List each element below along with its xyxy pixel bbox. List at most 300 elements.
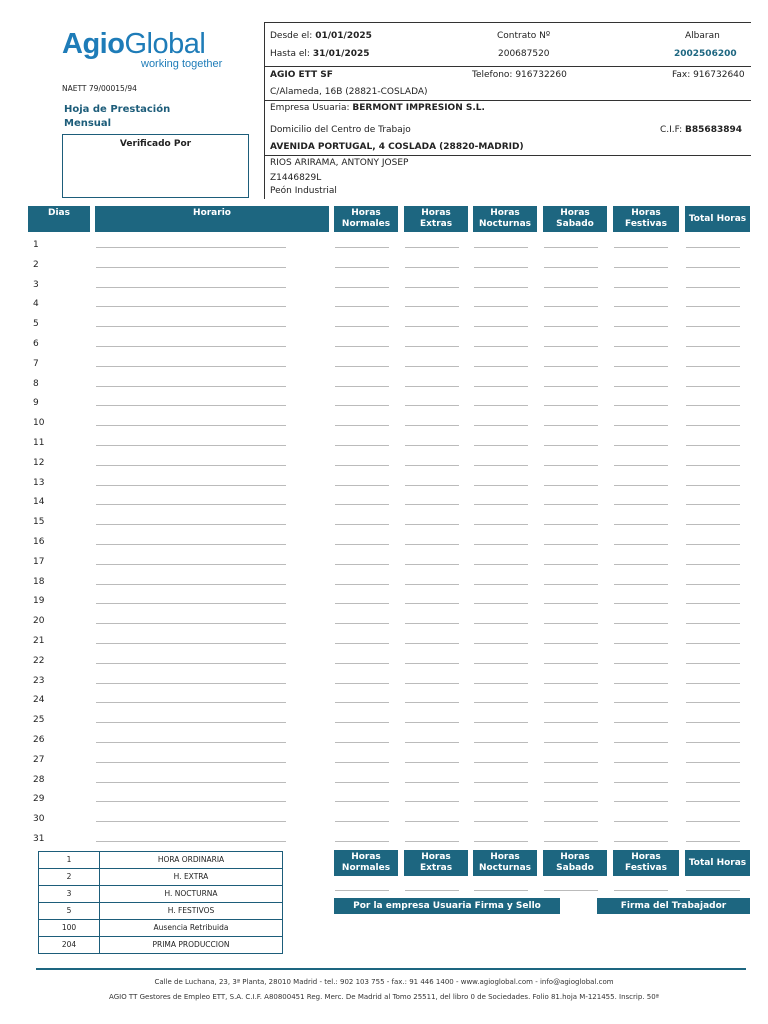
entry-line[interactable]	[686, 603, 740, 604]
entry-line[interactable]	[96, 663, 286, 664]
entry-line[interactable]	[474, 425, 528, 426]
entry-line[interactable]	[96, 683, 286, 684]
entry-line[interactable]	[474, 267, 528, 268]
entry-line[interactable]	[614, 702, 668, 703]
legend-desc: H. EXTRA	[100, 869, 283, 885]
entry-line[interactable]	[335, 742, 389, 743]
company-logo: AgioGlobal	[62, 28, 206, 60]
entry-line[interactable]	[405, 306, 459, 307]
entry-line[interactable]	[686, 643, 740, 644]
entry-line[interactable]	[544, 702, 598, 703]
day-number: 27	[33, 754, 45, 765]
day-number: 7	[33, 358, 39, 369]
entry-line[interactable]	[614, 742, 668, 743]
legend-code: 5	[39, 903, 100, 919]
entry-line[interactable]	[544, 386, 598, 387]
entry-line[interactable]	[614, 623, 668, 624]
entry-line[interactable]	[335, 504, 389, 505]
entry-line[interactable]	[96, 326, 286, 327]
entry-line[interactable]	[405, 762, 459, 763]
entry-line[interactable]	[405, 465, 459, 466]
header-horas-extras: Horas Extras	[404, 206, 468, 232]
entry-line[interactable]	[544, 445, 598, 446]
entry-line[interactable]	[474, 504, 528, 505]
entry-line[interactable]	[96, 584, 286, 585]
entry-line[interactable]	[405, 544, 459, 545]
entry-line[interactable]	[544, 405, 598, 406]
empresa-usuaria: Empresa Usuaria: BERMONT IMPRESION S.L.	[270, 103, 485, 113]
company-fax: Fax: 916732640	[672, 70, 745, 80]
entry-line[interactable]	[544, 603, 598, 604]
entry-line[interactable]	[335, 346, 389, 347]
footer-contact: Calle de Luchana, 23, 3ª Planta, 28010 Madrid - tel.: 902 103 755 - fax.: 91 446 1400 - www.agioglobal.com - info@agioglobal.com	[154, 978, 614, 986]
entry-line[interactable]	[614, 247, 668, 248]
entry-line[interactable]	[686, 623, 740, 624]
entry-line[interactable]	[405, 524, 459, 525]
day-row	[0, 575, 768, 595]
day-row	[0, 238, 768, 258]
entry-line[interactable]	[96, 465, 286, 466]
entry-line[interactable]	[405, 346, 459, 347]
entry-line[interactable]	[614, 643, 668, 644]
entry-line[interactable]	[335, 801, 389, 802]
entry-line[interactable]	[544, 306, 598, 307]
albaran-value: 2002506200	[674, 49, 737, 59]
entry-line[interactable]	[614, 663, 668, 664]
entry-line[interactable]	[96, 722, 286, 723]
entry-line[interactable]	[335, 603, 389, 604]
entry-line[interactable]	[335, 564, 389, 565]
day-number: 31	[33, 834, 45, 844]
entry-line[interactable]	[405, 841, 459, 842]
day-number: 3	[33, 279, 39, 290]
entry-line[interactable]	[335, 524, 389, 525]
entry-line[interactable]	[96, 782, 286, 783]
entry-line[interactable]	[544, 584, 598, 585]
header-horas-normales: Horas Normales	[334, 206, 398, 232]
day-row	[0, 674, 768, 694]
day-number: 17	[33, 556, 45, 567]
entry-line[interactable]	[686, 821, 740, 822]
entry-line[interactable]	[544, 544, 598, 545]
entry-line[interactable]	[405, 425, 459, 426]
entry-line[interactable]	[686, 465, 740, 466]
entry-line[interactable]	[335, 722, 389, 723]
entry-line[interactable]	[544, 366, 598, 367]
entry-line[interactable]	[614, 564, 668, 565]
entry-line[interactable]	[544, 801, 598, 802]
contrato-value: 200687520	[498, 49, 550, 59]
entry-line[interactable]	[405, 326, 459, 327]
trabajador-signature-field[interactable]: Firma del Trabajador	[597, 898, 750, 914]
entry-line[interactable]	[335, 425, 389, 426]
entry-line[interactable]	[405, 564, 459, 565]
entry-line[interactable]	[405, 683, 459, 684]
entry-line[interactable]	[335, 623, 389, 624]
entry-line[interactable]	[96, 801, 286, 802]
entry-line[interactable]	[405, 603, 459, 604]
entry-line[interactable]	[686, 663, 740, 664]
day-number: 15	[33, 517, 45, 528]
entry-line[interactable]	[614, 485, 668, 486]
day-row	[0, 832, 768, 852]
entry-line[interactable]	[544, 267, 598, 268]
entry-line[interactable]	[335, 287, 389, 288]
entry-line[interactable]	[335, 782, 389, 783]
entry-line[interactable]	[474, 524, 528, 525]
entry-line[interactable]	[614, 841, 668, 842]
summary-horas-normales: Horas Normales	[334, 850, 398, 876]
entry-line[interactable]	[686, 485, 740, 486]
entry-line[interactable]	[96, 504, 286, 505]
entry-line[interactable]	[405, 801, 459, 802]
entry-line[interactable]	[474, 762, 528, 763]
entry-line[interactable]	[335, 683, 389, 684]
entry-line[interactable]	[686, 702, 740, 703]
entry-line[interactable]	[544, 247, 598, 248]
entry-line[interactable]	[686, 782, 740, 783]
worker-role: Peón Industrial	[270, 186, 337, 196]
entry-line[interactable]	[614, 465, 668, 466]
entry-line[interactable]	[335, 485, 389, 486]
entry-line[interactable]	[474, 702, 528, 703]
entry-line[interactable]	[614, 386, 668, 387]
entry-line[interactable]	[474, 643, 528, 644]
entry-line[interactable]	[474, 663, 528, 664]
entry-line[interactable]	[474, 247, 528, 248]
entry-line[interactable]	[686, 841, 740, 842]
entry-line[interactable]	[405, 702, 459, 703]
entry-line[interactable]	[614, 445, 668, 446]
entry-line[interactable]	[686, 762, 740, 763]
day-number: 23	[33, 675, 45, 686]
entry-line[interactable]	[686, 247, 740, 248]
entry-line[interactable]	[686, 544, 740, 545]
day-row	[0, 634, 768, 654]
day-row	[0, 555, 768, 575]
entry-line[interactable]	[614, 346, 668, 347]
entry-line[interactable]	[686, 564, 740, 565]
day-number: 10	[33, 418, 45, 429]
entry-line[interactable]	[686, 445, 740, 446]
entry-line[interactable]	[474, 584, 528, 585]
entry-line[interactable]	[544, 524, 598, 525]
entry-line[interactable]	[544, 425, 598, 426]
entry-line[interactable]	[614, 326, 668, 327]
entry-line[interactable]	[686, 326, 740, 327]
entry-line[interactable]	[405, 267, 459, 268]
entry-line[interactable]	[96, 287, 286, 288]
day-number: 14	[33, 497, 45, 508]
empresa-signature-field[interactable]: Por la empresa Usuaria Firma y Sello	[334, 898, 560, 914]
entry-line[interactable]	[544, 326, 598, 327]
entry-line[interactable]	[405, 386, 459, 387]
legend-row	[39, 869, 283, 886]
entry-line[interactable]	[544, 643, 598, 644]
entry-line[interactable]	[614, 544, 668, 545]
entry-line[interactable]	[474, 683, 528, 684]
entry-line[interactable]	[96, 366, 286, 367]
domicilio-label: Domicilio del Centro de Trabajo	[270, 125, 411, 135]
day-row	[0, 337, 768, 357]
summary-line	[474, 890, 528, 891]
day-number: 21	[33, 636, 45, 646]
legend-code: 3	[39, 886, 100, 902]
footer-divider	[36, 968, 746, 970]
summary-horas-extras: Horas Extras	[404, 850, 468, 876]
day-number: 6	[33, 339, 39, 349]
contrato-label: Contrato Nº	[497, 31, 551, 41]
entry-line[interactable]	[544, 762, 598, 763]
entry-line[interactable]	[686, 366, 740, 367]
entry-line[interactable]	[544, 465, 598, 466]
day-number: 22	[33, 655, 45, 666]
day-row	[0, 654, 768, 674]
entry-line[interactable]	[96, 762, 286, 763]
entry-line[interactable]	[614, 287, 668, 288]
entry-line[interactable]	[614, 267, 668, 268]
entry-line[interactable]	[96, 445, 286, 446]
entry-line[interactable]	[614, 366, 668, 367]
entry-line[interactable]	[544, 782, 598, 783]
entry-line[interactable]	[544, 742, 598, 743]
entry-line[interactable]	[96, 841, 286, 842]
entry-line[interactable]	[335, 405, 389, 406]
entry-line[interactable]	[686, 524, 740, 525]
summary-horas-sabado: Horas Sabado	[543, 850, 607, 876]
entry-line[interactable]	[96, 623, 286, 624]
legend-row	[39, 937, 283, 954]
day-number: 1	[33, 240, 39, 250]
entry-line[interactable]	[96, 425, 286, 426]
entry-line[interactable]	[474, 465, 528, 466]
legend-desc: Ausencia Retribuida	[100, 920, 283, 936]
entry-line[interactable]	[405, 643, 459, 644]
entry-line[interactable]	[474, 405, 528, 406]
day-row	[0, 456, 768, 476]
entry-line[interactable]	[96, 386, 286, 387]
entry-line[interactable]	[405, 722, 459, 723]
legend-row	[39, 920, 283, 937]
entry-line[interactable]	[474, 841, 528, 842]
entry-line[interactable]	[96, 564, 286, 565]
entry-line[interactable]	[686, 405, 740, 406]
entry-line[interactable]	[474, 603, 528, 604]
entry-line[interactable]	[335, 841, 389, 842]
entry-line[interactable]	[474, 445, 528, 446]
entry-line[interactable]	[544, 287, 598, 288]
entry-line[interactable]	[686, 386, 740, 387]
entry-line[interactable]	[614, 425, 668, 426]
entry-line[interactable]	[614, 584, 668, 585]
worker-name: RIOS ARIRAMA, ANTONY JOSEP	[270, 158, 409, 168]
entry-line[interactable]	[544, 841, 598, 842]
day-row	[0, 297, 768, 317]
entry-line[interactable]	[96, 247, 286, 248]
entry-line[interactable]	[335, 465, 389, 466]
entry-line[interactable]	[474, 801, 528, 802]
entry-line[interactable]	[405, 485, 459, 486]
legend-code: 2	[39, 869, 100, 885]
entry-line[interactable]	[614, 762, 668, 763]
entry-line[interactable]	[405, 584, 459, 585]
entry-line[interactable]	[686, 267, 740, 268]
entry-line[interactable]	[614, 782, 668, 783]
entry-line[interactable]	[544, 722, 598, 723]
day-row	[0, 792, 768, 812]
entry-line[interactable]	[405, 504, 459, 505]
entry-line[interactable]	[686, 801, 740, 802]
day-row	[0, 396, 768, 416]
entry-line[interactable]	[544, 564, 598, 565]
entry-line[interactable]	[96, 267, 286, 268]
entry-line[interactable]	[474, 722, 528, 723]
day-number: 28	[33, 774, 45, 785]
entry-line[interactable]	[96, 346, 286, 347]
entry-line[interactable]	[686, 584, 740, 585]
entry-line[interactable]	[686, 287, 740, 288]
entry-line[interactable]	[544, 821, 598, 822]
entry-line[interactable]	[96, 643, 286, 644]
entry-line[interactable]	[335, 702, 389, 703]
entry-line[interactable]	[335, 326, 389, 327]
entry-line[interactable]	[96, 524, 286, 525]
entry-line[interactable]	[474, 306, 528, 307]
entry-line[interactable]	[405, 742, 459, 743]
entry-line[interactable]	[335, 386, 389, 387]
entry-line[interactable]	[614, 683, 668, 684]
entry-line[interactable]	[96, 742, 286, 743]
entry-line[interactable]	[614, 722, 668, 723]
entry-line[interactable]	[544, 623, 598, 624]
entry-line[interactable]	[614, 524, 668, 525]
entry-line[interactable]	[686, 346, 740, 347]
entry-line[interactable]	[474, 366, 528, 367]
entry-line[interactable]	[544, 683, 598, 684]
day-number: 9	[33, 398, 39, 409]
day-row	[0, 476, 768, 496]
entry-line[interactable]	[686, 306, 740, 307]
day-row	[0, 278, 768, 298]
entry-line[interactable]	[96, 702, 286, 703]
entry-line[interactable]	[405, 782, 459, 783]
entry-line[interactable]	[335, 643, 389, 644]
entry-line[interactable]	[614, 405, 668, 406]
summary-line	[544, 890, 598, 891]
entry-line[interactable]	[405, 405, 459, 406]
entry-line[interactable]	[405, 623, 459, 624]
header-horas-nocturnas: Horas Nocturnas	[473, 206, 537, 232]
entry-line[interactable]	[474, 326, 528, 327]
entry-line[interactable]	[405, 445, 459, 446]
entry-line[interactable]	[405, 247, 459, 248]
entry-line[interactable]	[474, 485, 528, 486]
day-number: 29	[33, 794, 45, 805]
day-number: 11	[33, 438, 45, 448]
entry-line[interactable]	[96, 405, 286, 406]
entry-line[interactable]	[614, 504, 668, 505]
entry-line[interactable]	[96, 603, 286, 604]
entry-line[interactable]	[614, 821, 668, 822]
entry-line[interactable]	[686, 742, 740, 743]
company-name: AGIO ETT SF	[270, 70, 333, 80]
day-row	[0, 258, 768, 278]
entry-line[interactable]	[474, 821, 528, 822]
entry-line[interactable]	[474, 287, 528, 288]
naett-code: NAETT 79/00015/94	[62, 84, 137, 93]
entry-line[interactable]	[335, 247, 389, 248]
entry-line[interactable]	[686, 722, 740, 723]
entry-line[interactable]	[686, 425, 740, 426]
legend-row	[39, 903, 283, 920]
entry-line[interactable]	[614, 603, 668, 604]
entry-line[interactable]	[686, 683, 740, 684]
entry-line[interactable]	[544, 504, 598, 505]
day-number: 16	[33, 537, 45, 547]
entry-line[interactable]	[335, 306, 389, 307]
entry-line[interactable]	[96, 544, 286, 545]
day-row	[0, 713, 768, 733]
domicilio-value: AVENIDA PORTUGAL, 4 COSLADA (28820-MADRID)	[270, 142, 524, 152]
day-number: 5	[33, 319, 39, 330]
entry-line[interactable]	[96, 821, 286, 822]
summary-line	[614, 890, 668, 891]
entry-line[interactable]	[544, 346, 598, 347]
day-row	[0, 594, 768, 614]
footer-legal: AGIO TT Gestores de Empleo ETT, S.A. C.I.F. A80800451 Reg. Merc. De Madrid al Tomo 25511, del libro 0 de Sociedades. Folio 81.hoja M-121455. Inscrip. 50ª	[109, 993, 659, 1001]
entry-line[interactable]	[335, 267, 389, 268]
legend-desc: PRIMA PRODUCCION	[100, 937, 283, 953]
entry-line[interactable]	[544, 663, 598, 664]
day-row	[0, 377, 768, 397]
day-number: 4	[33, 299, 39, 310]
entry-line[interactable]	[544, 485, 598, 486]
entry-line[interactable]	[405, 287, 459, 288]
entry-line[interactable]	[335, 445, 389, 446]
day-number: 30	[33, 814, 45, 825]
entry-line[interactable]	[405, 663, 459, 664]
day-row	[0, 812, 768, 832]
entry-line[interactable]	[96, 485, 286, 486]
day-row	[0, 693, 768, 713]
entry-line[interactable]	[335, 366, 389, 367]
entry-line[interactable]	[474, 386, 528, 387]
company-address: C/Alameda, 16B (28821-COSLADA)	[270, 87, 428, 97]
entry-line[interactable]	[405, 366, 459, 367]
entry-line[interactable]	[405, 821, 459, 822]
entry-line[interactable]	[474, 564, 528, 565]
legend-desc: H. FESTIVOS	[100, 903, 283, 919]
entry-line[interactable]	[474, 346, 528, 347]
entry-line[interactable]	[335, 584, 389, 585]
entry-line[interactable]	[335, 762, 389, 763]
entry-line[interactable]	[614, 801, 668, 802]
entry-line[interactable]	[335, 663, 389, 664]
entry-line[interactable]	[474, 623, 528, 624]
entry-line[interactable]	[614, 306, 668, 307]
legend-row	[39, 852, 283, 869]
worker-id: Z1446829L	[270, 173, 322, 183]
entry-line[interactable]	[335, 821, 389, 822]
entry-line[interactable]	[474, 782, 528, 783]
entry-line[interactable]	[474, 544, 528, 545]
day-row	[0, 753, 768, 773]
header-dias: Dias	[28, 206, 90, 232]
entry-line[interactable]	[474, 742, 528, 743]
entry-line[interactable]	[96, 306, 286, 307]
entry-line[interactable]	[335, 544, 389, 545]
entry-line[interactable]	[686, 504, 740, 505]
